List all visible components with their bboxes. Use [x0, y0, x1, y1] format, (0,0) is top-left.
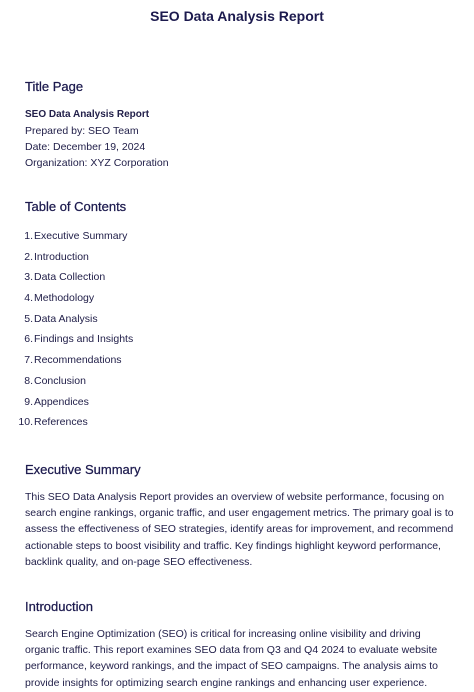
toc-item-number: 7. — [24, 354, 33, 367]
title-page-heading: Title Page — [25, 79, 84, 94]
toc-item-label: Data Analysis — [34, 312, 98, 325]
toc-item-label: Methodology — [34, 292, 95, 305]
toc-item-label: Introduction — [34, 250, 89, 263]
prepared-by: Prepared by: SEO Team — [25, 125, 139, 137]
toc-item-number: 1. — [24, 230, 33, 242]
title-page-details — [25, 107, 169, 171]
toc-item-number: 3. — [24, 271, 33, 284]
toc-item-label: Executive Summary — [34, 230, 128, 242]
toc-item — [12, 353, 133, 374]
toc-item — [12, 415, 133, 436]
report-date: Date: December 19, 2024 — [25, 141, 146, 153]
toc-item-number: 5. — [24, 312, 33, 325]
toc-item — [12, 250, 133, 271]
toc-item-label: Data Collection — [34, 271, 106, 284]
toc-item-label: References — [34, 416, 88, 429]
toc-item-number: 9. — [24, 395, 33, 408]
toc-item-number: 10. — [18, 416, 33, 429]
report-name: SEO Data Analysis Report — [25, 109, 150, 120]
toc-item-number: 4. — [24, 292, 33, 305]
toc-item — [12, 270, 133, 291]
toc-item — [12, 229, 133, 250]
organization: Organization: XYZ Corporation — [25, 157, 169, 169]
toc-heading: Table of Contents — [25, 199, 127, 214]
toc-item — [12, 374, 133, 395]
introduction-body: Search Engine Optimization (SEO) is critical for increasing online visibility and driving organic traffic. This report examines SEO data from Q3 and Q4 2024 to evaluate website performance, keyword rankings, and the impact of SEO campaigns. The analysis aims to provide insights for optimizing search engine rankings and enhancing user experience. — [25, 628, 439, 689]
introduction-heading: Introduction — [25, 599, 93, 614]
toc-item — [12, 332, 133, 353]
executive-summary-heading: Executive Summary — [25, 462, 141, 477]
toc-item-label: Findings and Insights — [34, 333, 134, 346]
toc-item — [12, 291, 133, 312]
toc-item-number: 2. — [24, 250, 33, 263]
toc-item — [12, 312, 133, 333]
table-of-contents — [12, 229, 133, 436]
toc-item-label: Appendices — [34, 395, 89, 408]
toc-item-number: 6. — [24, 333, 33, 346]
document-title: SEO Data Analysis Report — [150, 8, 324, 24]
toc-item-label: Recommendations — [34, 354, 122, 367]
toc-item-label: Conclusion — [34, 374, 86, 387]
executive-summary-body: This SEO Data Analysis Report provides an overview of website performance, focusing on search engine rankings, organic traffic, and user engagement metrics. The primary goal is to assess the effectiveness of SEO strategies, identify areas for improvement, and recommend actionable steps to boost visibility and traffic. Key findings highlight keyword performance, backlink quality, and on-page SEO effectiveness. — [25, 491, 454, 568]
toc-item — [12, 395, 133, 416]
toc-item-number: 8. — [24, 374, 33, 387]
